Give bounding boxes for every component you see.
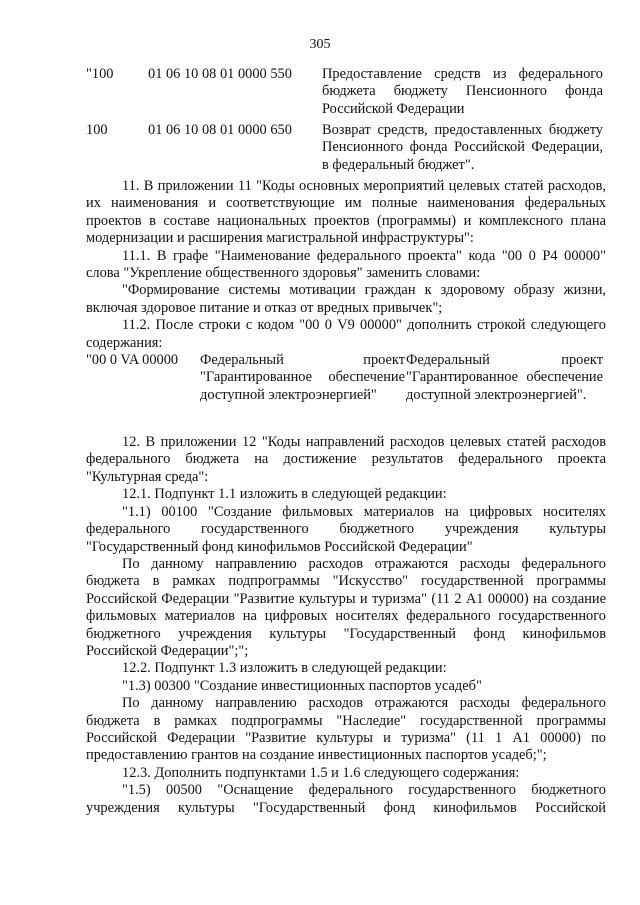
inserted-row-name-1: Федеральный проект "Гарантированное обеспечение доступной электроэнергией" — [200, 352, 405, 403]
paragraph-12-3: 12.3. Дополнить подпунктами 1.5 и 1.6 следующего содержания: — [122, 764, 520, 781]
document-body — [86, 178, 606, 817]
code-row-prefix: 100 — [86, 122, 108, 138]
code-row-description: Предоставление средств из федерального бюджета бюджету Пенсионного фонда Российской Федерации — [322, 66, 603, 117]
code-row-code: 01 06 10 08 01 0000 550 — [148, 66, 292, 82]
code-row-prefix: "100 — [86, 66, 114, 82]
paragraph-12-2-text: По данному направлению расходов отражаются расходы федерального бюджета в рамках подпрограммы "Наследие" государственной программы Российской Федерации "Развитие культуры и туризма" (11 1 А1 00000) по предоставлению грантов на создание инвестиционных паспортов усадеб;"; — [86, 695, 606, 764]
inserted-row — [86, 352, 606, 422]
code-row-code: 01 06 10 08 01 0000 650 — [148, 122, 292, 138]
paragraph-12-2: 12.2. Подпункт 1.3 изложить в следующей редакции: — [122, 660, 447, 677]
paragraph-12-3-quote: "1.5) 00500 "Оснащение федерального государственного бюджетного учреждения культуры "Государственный фонд кинофильмов Российской — [86, 782, 606, 816]
paragraph-11-2: 11.2. После строки с кодом "00 0 V9 00000" дополнить строкой следующего содержания: — [86, 317, 606, 351]
paragraph-12-1-text: По данному направлению расходов отражаются расходы федерального бюджета в рамках подпрограммы "Искусство" государственной программы Российской Федерации "Развитие культуры и туризма" (11 2 А1 00000) на создание фильмовых материалов на цифровых носителях федерального государственного бюджетного учреждения культуры "Государственный фонд кинофильмов Российской Федерации";"; — [86, 555, 606, 659]
paragraph-11: 11. В приложении 11 "Коды основных мероприятий целевых статей расходов, их наименования и соответствующие им полные наименования федеральных проектов в составе национальных проектов (программы) и комплексного плана модернизации и расширения магистральной инфраструктуры": — [86, 178, 606, 247]
inserted-row-code: "00 0 VA 00000 — [86, 352, 179, 369]
paragraph-12-2-quote: "1.3) 00300 "Создание инвестиционных паспортов усадеб" — [122, 677, 482, 694]
code-row-description: Возврат средств, предоставленных бюджету Пенсионного фонда Российской Федерации, в федеральный бюджет". — [322, 122, 603, 173]
paragraph-12-1-quote: "1.1) 00100 "Создание фильмовых материалов на цифровых носителях федерального государственного бюджетного учреждения культуры "Государственный фонд кинофильмов Российской Федерации" — [86, 503, 606, 555]
paragraph-12-1: 12.1. Подпункт 1.1 изложить в следующей редакции: — [122, 486, 447, 503]
inserted-row-name-2: Федеральный проект "Гарантированное обеспечение доступной электроэнергией". — [406, 352, 603, 403]
paragraph-11-1: 11.1. В графе "Наименование федерального проекта" кода "00 0 Р4 00000" слова "Укрепление общественного здоровья" заменить словами: — [86, 247, 606, 282]
paragraph-12: 12. В приложении 12 "Коды направлений расходов целевых статей расходов федерального бюджета на достижение результатов федерального проекта "Культурная среда": — [86, 434, 606, 485]
page-number: 305 — [309, 37, 331, 52]
paragraph-11-1-quote: "Формирование системы мотивации граждан к здоровому образу жизни, включая здоровое питание и отказ от вредных привычек"; — [86, 282, 606, 316]
